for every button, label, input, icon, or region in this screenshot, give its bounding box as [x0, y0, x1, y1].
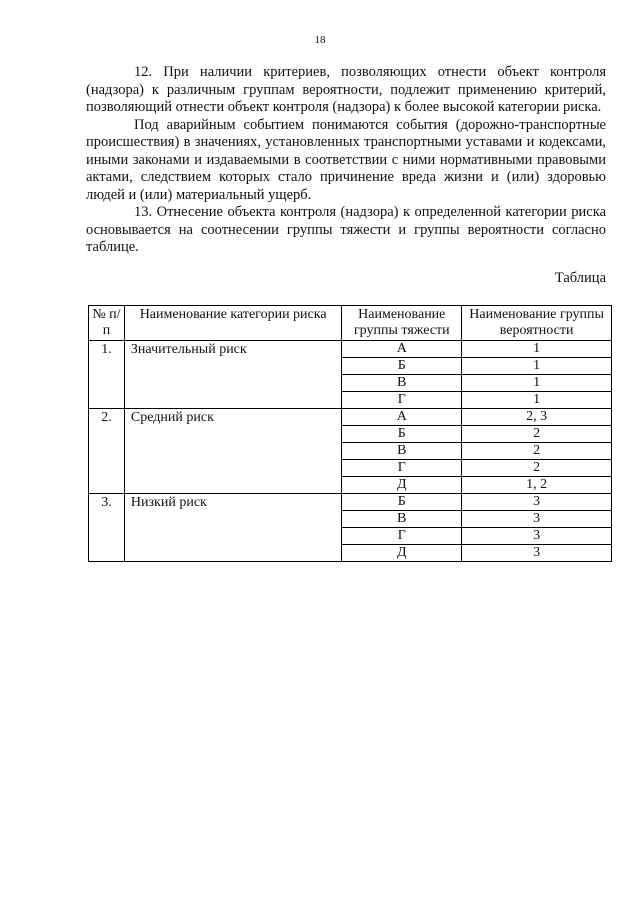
category-name: Значительный риск [124, 341, 341, 409]
category-number: 2. [89, 409, 125, 494]
probability-group: 2 [462, 460, 612, 477]
probability-group: 1 [462, 358, 612, 375]
category-name: Средний риск [124, 409, 341, 494]
severity-group: Д [342, 545, 462, 562]
table-row [89, 494, 612, 511]
probability-group: 3 [462, 528, 612, 545]
header-num: № п/п [89, 306, 125, 341]
category-number: 1. [89, 341, 125, 409]
header-severity: Наименование группы тяжести [342, 306, 462, 341]
probability-group: 3 [462, 545, 612, 562]
probability-group: 3 [462, 494, 612, 511]
severity-group: Б [342, 358, 462, 375]
severity-group: Д [342, 477, 462, 494]
probability-group: 1 [462, 341, 612, 358]
table-row [89, 341, 612, 358]
probability-group: 2 [462, 443, 612, 460]
table-caption: Таблица [554, 270, 606, 286]
severity-group: А [342, 341, 462, 358]
risk-table [88, 305, 612, 562]
paragraph-13: 13. Отнесение объекта контроля (надзора) к определенной категории риска основывается на соотнесении группы тяжести и группы вероятности согласно таблице. [86, 204, 606, 255]
severity-group: Б [342, 494, 462, 511]
page-number: 18 [314, 34, 326, 46]
severity-group: В [342, 511, 462, 528]
body-text [86, 64, 606, 257]
header-category: Наименование категории риска [124, 306, 341, 341]
category-name: Низкий риск [124, 494, 341, 562]
probability-group: 1 [462, 375, 612, 392]
paragraph-accident-definition: Под аварийным событием понимаются события (дорожно-транспортные происшествия) в значениях, установленных транспортными уставами и кодексами, иными законами и издаваемыми в соответствии с ними нормативными правовыми актами, следствием которых стало причинение вреда жизни и (или) здоровью людей и (или) материальный ущерб. [86, 116, 606, 203]
risk-table-body [89, 341, 612, 562]
table-header-row [89, 306, 612, 341]
severity-group: В [342, 375, 462, 392]
severity-group: Г [342, 392, 462, 409]
paragraph-12: 12. При наличии критериев, позволяющих отнести объект контроля (надзора) к различным группам вероятности, подлежит применению критерий, позволяющий отнести объект контроля (надзора) к более высокой категории риска. [86, 64, 606, 115]
probability-group: 3 [462, 511, 612, 528]
probability-group: 1, 2 [462, 477, 612, 494]
probability-group: 1 [462, 392, 612, 409]
severity-group: Г [342, 528, 462, 545]
probability-group: 2, 3 [462, 409, 612, 426]
header-probability: Наименование группы вероятности [462, 306, 612, 341]
probability-group: 2 [462, 426, 612, 443]
severity-group: Г [342, 460, 462, 477]
severity-group: А [342, 409, 462, 426]
severity-group: Б [342, 426, 462, 443]
table-row [89, 409, 612, 426]
category-number: 3. [89, 494, 125, 562]
severity-group: В [342, 443, 462, 460]
